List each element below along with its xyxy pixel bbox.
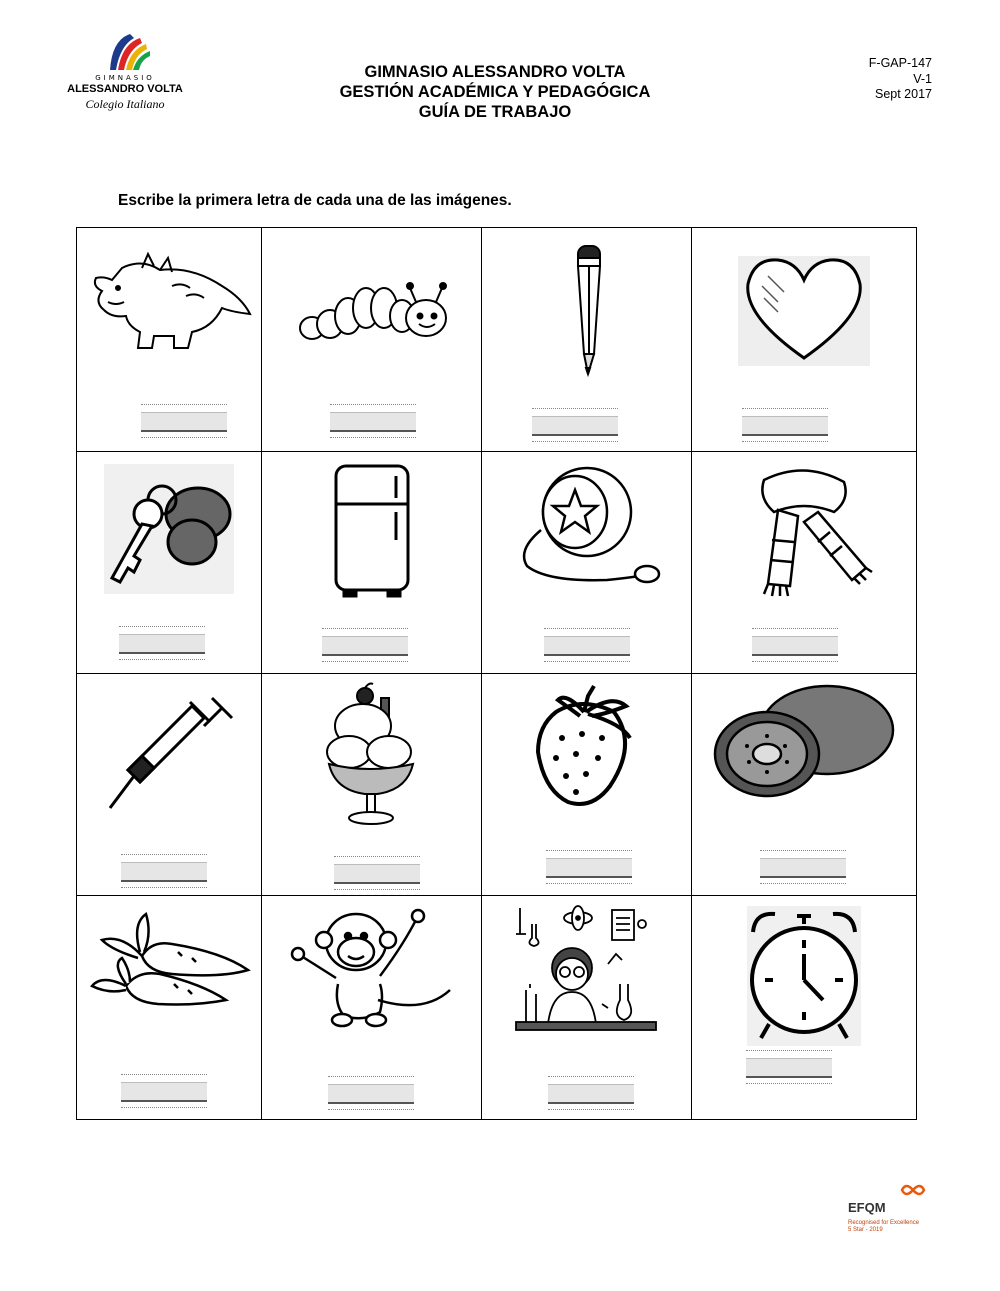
carrots-icon [82,904,257,1034]
alarm-clock-icon [739,904,869,1049]
cell-dinosaur [77,228,262,452]
document-date: Sept 2017 [875,87,932,101]
pencil-icon [522,236,652,386]
scarf-icon [734,460,874,600]
answer-field-10[interactable] [334,856,420,890]
answer-field-11[interactable] [546,850,632,884]
cell-keys [77,452,262,674]
caterpillar-icon [292,236,452,366]
answer-field-14[interactable] [328,1076,414,1110]
cell-refrigerator [262,452,482,674]
answer-field-7[interactable] [544,628,630,662]
answer-field-5[interactable] [119,626,205,660]
cell-heart [692,228,917,452]
refrigerator-icon [322,460,422,600]
cell-scientist [482,896,692,1120]
monkey-icon [284,904,459,1034]
scientist-icon [512,904,662,1039]
answer-field-6[interactable] [322,628,408,662]
answer-field-8[interactable] [752,628,838,662]
efqm-caption-line-1: Recognised for Excellence [848,1220,920,1226]
cell-caterpillar [262,228,482,452]
efqm-badge [846,1178,936,1243]
dinosaur-icon [82,236,257,366]
document-header [250,62,740,122]
answer-field-9[interactable] [121,854,207,888]
cell-yoyo [482,452,692,674]
school-logo [55,30,195,125]
efqm-name: EFQM [848,1200,886,1215]
answer-field-16[interactable] [746,1050,832,1084]
syringe-icon [94,682,244,822]
cell-syringe [77,674,262,896]
answer-field-3[interactable] [532,408,618,442]
cell-scarf [692,452,917,674]
logo-line-2: ALESSANDRO VOLTA [67,83,183,95]
efqm-caption [848,1220,919,1234]
kiwi-icon [709,682,899,802]
answer-field-2[interactable] [330,404,416,438]
cell-strawberry [482,674,692,896]
answer-field-12[interactable] [760,850,846,884]
cell-kiwi [692,674,917,896]
yoyo-icon [507,460,667,600]
keys-icon [94,460,244,600]
worksheet-grid [76,227,917,1120]
school-name: GIMNASIO ALESSANDRO VOLTA [364,63,626,81]
efqm-infinity-icon [898,1180,928,1200]
answer-field-1[interactable] [141,404,227,438]
instruction-text: Escribe la primera letra de cada una de las imágenes. [118,192,512,209]
logo-line-3: Colegio Italiano [85,97,165,111]
cell-pencil [482,228,692,452]
school-emblem-icon [90,30,160,74]
answer-field-15[interactable] [548,1076,634,1110]
document-version: V-1 [913,71,932,86]
answer-field-4[interactable] [742,408,828,442]
heart-icon [734,236,874,366]
answer-field-13[interactable] [121,1074,207,1108]
cell-monkey [262,896,482,1120]
cell-alarm-clock [692,896,917,1120]
efqm-caption-line-2: 5 Star - 2019 [848,1227,883,1233]
ice-cream-icon [317,682,427,832]
logo-line-1: GIMNASIO [95,74,155,82]
department-name: GESTIÓN ACADÉMICA Y PEDAGÓGICA [339,83,651,101]
strawberry-icon [522,682,652,822]
cell-ice-cream [262,674,482,896]
document-type: GUÍA DE TRABAJO [418,103,572,121]
document-code-block [869,56,932,103]
document-code: F-GAP-147 [868,56,932,70]
cell-carrots [77,896,262,1120]
